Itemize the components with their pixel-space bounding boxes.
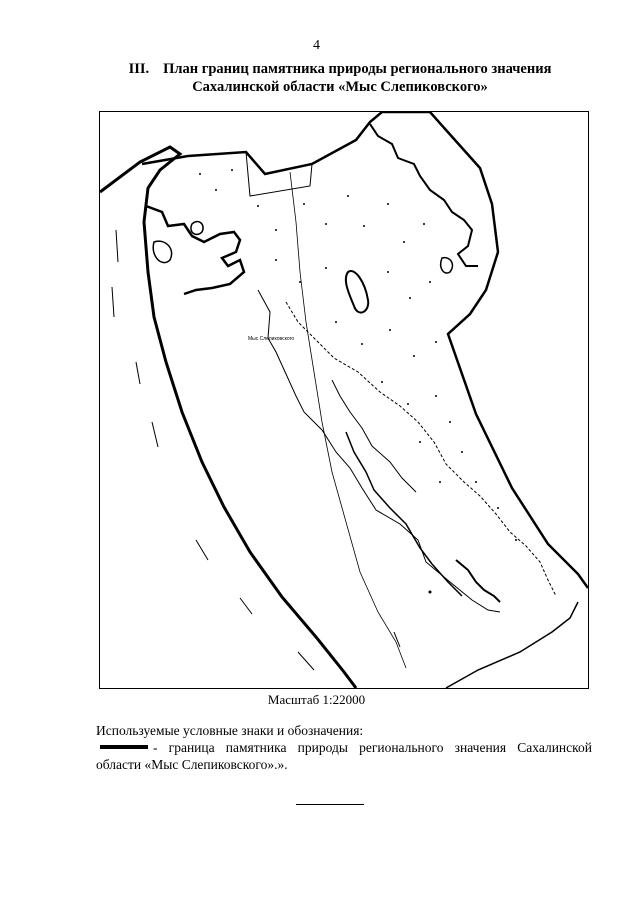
legend-item-text: - граница памятника природы регионального значения Сахалинской области «Мыс Слепиковского».». <box>96 740 592 772</box>
monument-boundary <box>142 112 588 588</box>
lake-1 <box>346 271 368 313</box>
legend-header: Используемые условные знаки и обозначения: <box>96 723 364 738</box>
scale-label: Масштаб 1:22000 <box>267 692 366 707</box>
boundary-symbol-icon <box>100 745 148 749</box>
end-rule <box>296 804 364 805</box>
title-line-1 <box>95 60 585 78</box>
lake-4 <box>441 258 453 273</box>
section-number: III. <box>128 61 150 77</box>
page-number: 4 <box>313 38 320 53</box>
coastline <box>100 147 356 688</box>
inner-boundary <box>246 152 312 196</box>
lower-boundary <box>446 602 578 688</box>
title-line-2: Сахалинской области «Мыс Слепиковского» <box>192 79 488 95</box>
lake-3 <box>153 241 171 262</box>
stream-1 <box>258 290 500 612</box>
map-frame <box>99 111 589 689</box>
river <box>146 206 244 294</box>
document-title <box>95 60 585 96</box>
map-place-label: Мыс Слепиковского <box>248 336 295 342</box>
title-text-1: План границ памятника природы регионального значения <box>163 61 552 77</box>
stream-4 <box>346 432 462 596</box>
stream-3 <box>332 380 416 492</box>
stream-2 <box>286 302 556 596</box>
lake-2 <box>191 222 203 235</box>
river-upper <box>370 124 478 266</box>
legend-item <box>96 739 592 773</box>
road-line <box>290 172 406 668</box>
shore-hatches <box>112 230 400 670</box>
stream-5 <box>456 560 500 602</box>
boundary-map <box>100 112 588 688</box>
marsh-dots <box>199 169 517 594</box>
